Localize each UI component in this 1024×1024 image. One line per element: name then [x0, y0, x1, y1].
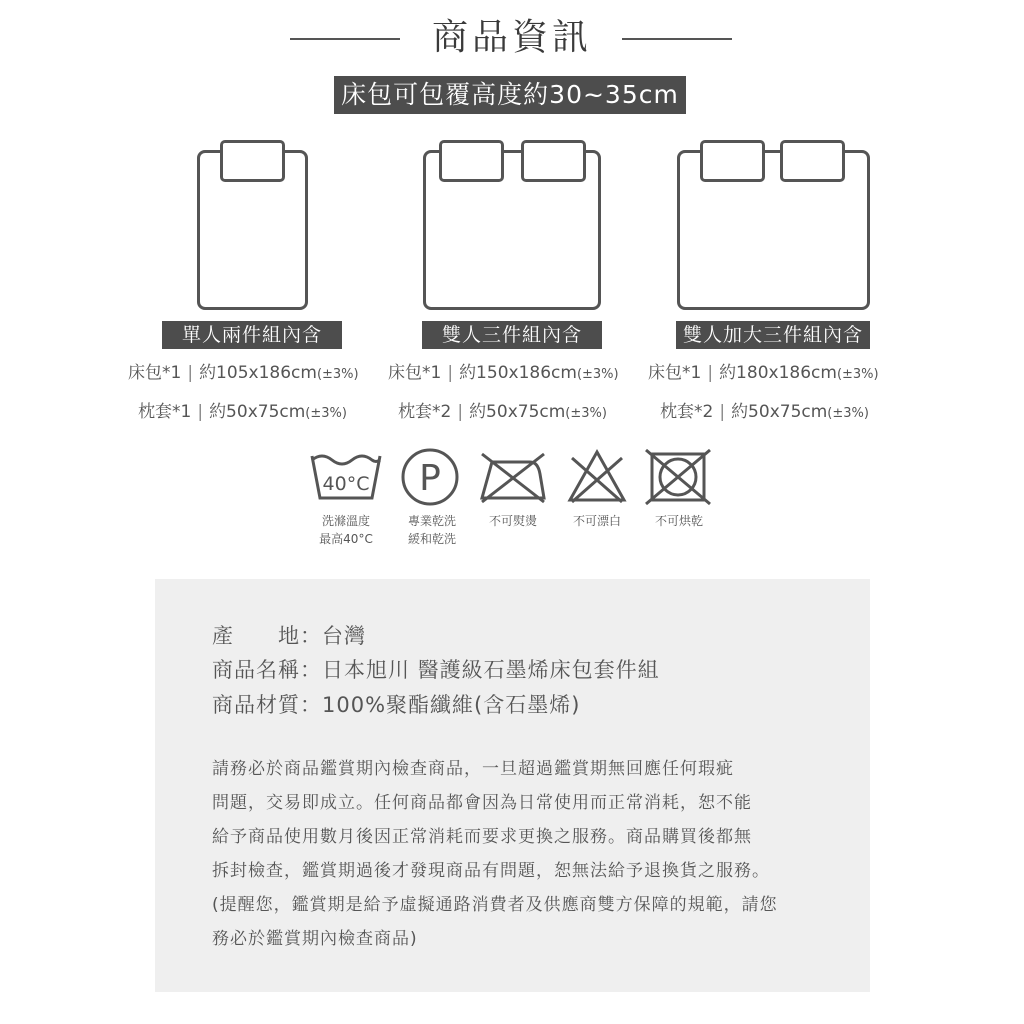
- origin-row: 產 地：台灣: [212, 624, 366, 648]
- material-row: 商品材質：100%聚酯纖維(含石墨烯): [212, 693, 581, 717]
- product-name-row: 商品名稱：日本旭川 醫護級石墨烯床包套件組: [212, 658, 660, 682]
- care-text-no-iron: 不可熨燙: [488, 514, 537, 528]
- no-bleach-icon: [566, 448, 628, 506]
- care-text-wash: 洗滌溫度 最高40°C: [319, 514, 373, 546]
- no-iron-icon: [478, 448, 548, 506]
- pillow-diagram: [220, 140, 285, 182]
- appraisal-notice: [212, 752, 812, 956]
- notice-line: 問題，交易即成立。任何商品都會因為日常使用而正常消耗，恕不能: [212, 793, 752, 813]
- header: [0, 12, 1024, 64]
- dry-clean-glyph: P: [419, 458, 441, 499]
- pillow-diagram: [780, 140, 845, 182]
- care-text-dry-clean: 專業乾洗 緩和乾洗: [407, 514, 456, 546]
- spec-pillow-single: 枕套*1 | 約50x75cm(±3%): [138, 402, 347, 422]
- set-label-single: 單人兩件組內含: [162, 321, 342, 349]
- spec-bed-double: 床包*1 | 約150x186cm(±3%): [388, 363, 619, 383]
- spec-bed-single: 床包*1 | 約105x186cm(±3%): [128, 363, 359, 383]
- notice-line: 給予商品使用數月後因正常消耗而要求更換之服務。商品購買後都無: [212, 827, 752, 847]
- cover-height-note: 床包可包覆高度約30~35cm: [334, 76, 686, 114]
- pillow-diagram: [439, 140, 504, 182]
- no-tumble-dry-icon: [644, 448, 712, 506]
- notice-line: 請務必於商品鑑賞期內檢查商品，一旦超過鑑賞期無回應任何瑕疵: [212, 759, 734, 779]
- pillow-diagram: [700, 140, 765, 182]
- wash-40c-icon: [308, 448, 384, 504]
- professional-dry-clean-icon: [398, 448, 462, 508]
- notice-line: 拆封檢查，鑑賞期過後才發現商品有問題，恕無法給予退換貨之服務。: [212, 861, 770, 881]
- spec-pillow-queen: 枕套*2 | 約50x75cm(±3%): [660, 402, 869, 422]
- spec-pillow-double: 枕套*2 | 約50x75cm(±3%): [398, 402, 607, 422]
- care-text-no-tumble-dry: 不可烘乾: [654, 514, 703, 528]
- page-title: 商品資訊: [431, 17, 592, 58]
- care-text-no-bleach: 不可漂白: [572, 514, 621, 528]
- wash-temp-glyph: 40°C: [322, 473, 370, 495]
- notice-line: (提醒您，鑑賞期是給予虛擬通路消費者及供應商雙方保障的規範，請您: [212, 895, 778, 915]
- spec-bed-queen: 床包*1 | 約180x186cm(±3%): [648, 363, 879, 383]
- set-label-queen: 雙人加大三件組內含: [676, 321, 870, 349]
- set-label-double: 雙人三件組內含: [422, 321, 602, 349]
- pillow-diagram: [521, 140, 586, 182]
- notice-line: 務必於鑑賞期內檢查商品): [212, 929, 418, 949]
